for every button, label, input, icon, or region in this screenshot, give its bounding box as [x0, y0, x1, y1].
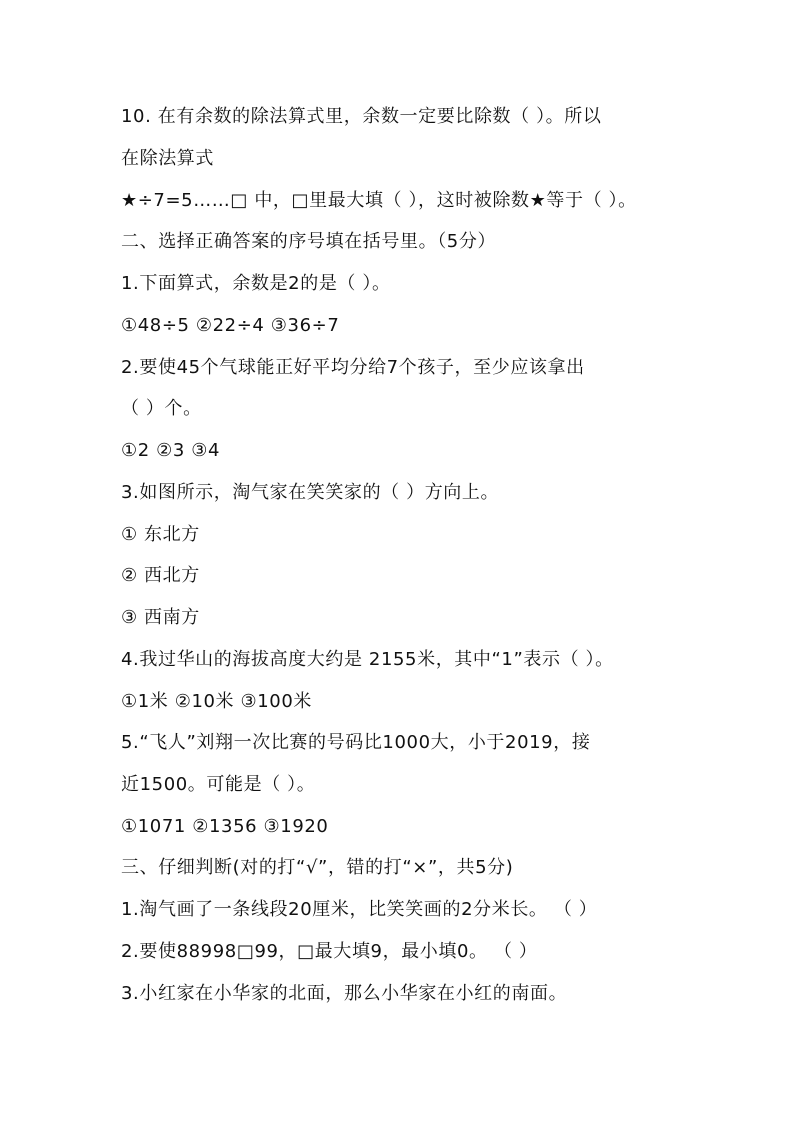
question-10-line-3: ★÷7=5……□ 中，□里最大填（ ），这时被除数★等于（ ）。 — [121, 190, 637, 211]
choice-question-4-options: ①1米 ②10米 ③100米 — [121, 691, 312, 712]
choice-question-5-line-1: 5.“飞人”刘翔一次比赛的号码比1000大，小于2019，接 — [121, 732, 591, 753]
choice-question-5-line-2: 近1500。可能是（ ）。 — [121, 774, 316, 795]
choice-question-2-line-1: 2.要使45个气球能正好平均分给7个孩子，至少应该拿出 — [121, 357, 585, 378]
section-2-heading: 二、选择正确答案的序号填在括号里。（5分） — [121, 231, 497, 252]
choice-question-1: 1.下面算式，余数是2的是（ ）。 — [121, 273, 391, 294]
question-10-line-1: 10. 在有余数的除法算式里，余数一定要比除数（ ）。所以 — [121, 106, 602, 127]
choice-question-3-option-3: ③ 西南方 — [121, 607, 200, 628]
judge-question-1: 1.淘气画了一条线段20厘米，比笑笑画的2分米长。 （ ） — [121, 899, 598, 920]
choice-question-2-options: ①2 ②3 ③4 — [121, 440, 221, 461]
choice-question-3: 3.如图所示，淘气家在笑笑家的（ ）方向上。 — [121, 482, 500, 503]
judge-question-2: 2.要使88998□99，□最大填9，最小填0。 （ ） — [121, 941, 538, 962]
choice-question-3-option-1: ① 东北方 — [121, 524, 200, 545]
judge-question-3: 3.小红家在小华家的北面，那么小华家在小红的南面。 — [121, 983, 568, 1004]
question-10-line-2: 在除法算式 — [121, 148, 214, 169]
choice-question-3-option-2: ② 西北方 — [121, 565, 200, 586]
section-3-heading: 三、仔细判断(对的打“√”，错的打“×”，共5分) — [121, 857, 514, 878]
choice-question-4: 4.我过华山的海拔高度大约是 2155米，其中“1”表示（ ）。 — [121, 649, 614, 670]
choice-question-5-options: ①1071 ②1356 ③1920 — [121, 816, 329, 837]
choice-question-1-options: ①48÷5 ②22÷4 ③36÷7 — [121, 315, 340, 336]
choice-question-2-line-2: （ ）个。 — [121, 398, 202, 419]
